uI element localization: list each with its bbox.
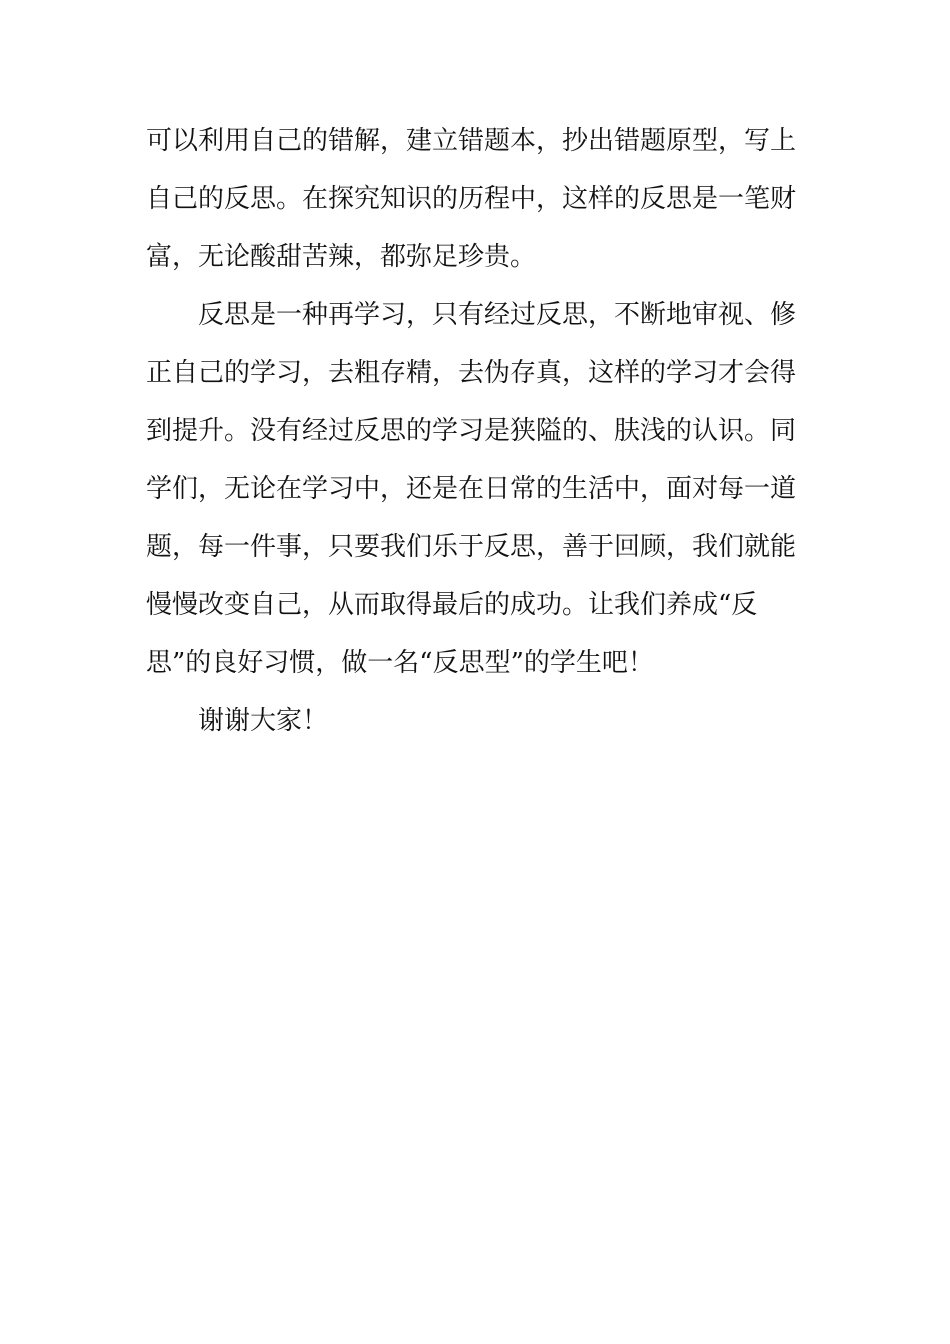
paragraph-line: 自己的反思。在探究知识的历程中，这样的反思是一笔财 — [146, 184, 797, 214]
paragraph-line: 到提升。没有经过反思的学习是狭隘的、肤浅的认识。同 — [146, 416, 797, 446]
paragraph-line: 可以利用自己的错解，建立错题本，抄出错题原型，写上 — [146, 126, 797, 156]
paragraph-line: 题，每一件事，只要我们乐于反思，善于回顾，我们就能 — [146, 532, 797, 562]
paragraph-line: 思”的良好习惯，做一名“反思型”的学生吧！ — [146, 648, 654, 678]
paragraph-line: 学们，无论在学习中，还是在日常的生活中，面对每一道 — [146, 474, 797, 504]
closing-line: 谢谢大家！ — [198, 706, 329, 736]
paragraph-line: 正自己的学习，去粗存精，去伪存真，这样的学习才会得 — [146, 358, 797, 388]
paragraph-line: 富，无论酸甜苦辣，都弥足珍贵。 — [146, 242, 537, 272]
paragraph-line: 反思是一种再学习，只有经过反思，不断地审视、修 — [198, 300, 797, 330]
paragraph-line: 慢慢改变自己，从而取得最后的成功。让我们养成“反 — [146, 590, 758, 620]
